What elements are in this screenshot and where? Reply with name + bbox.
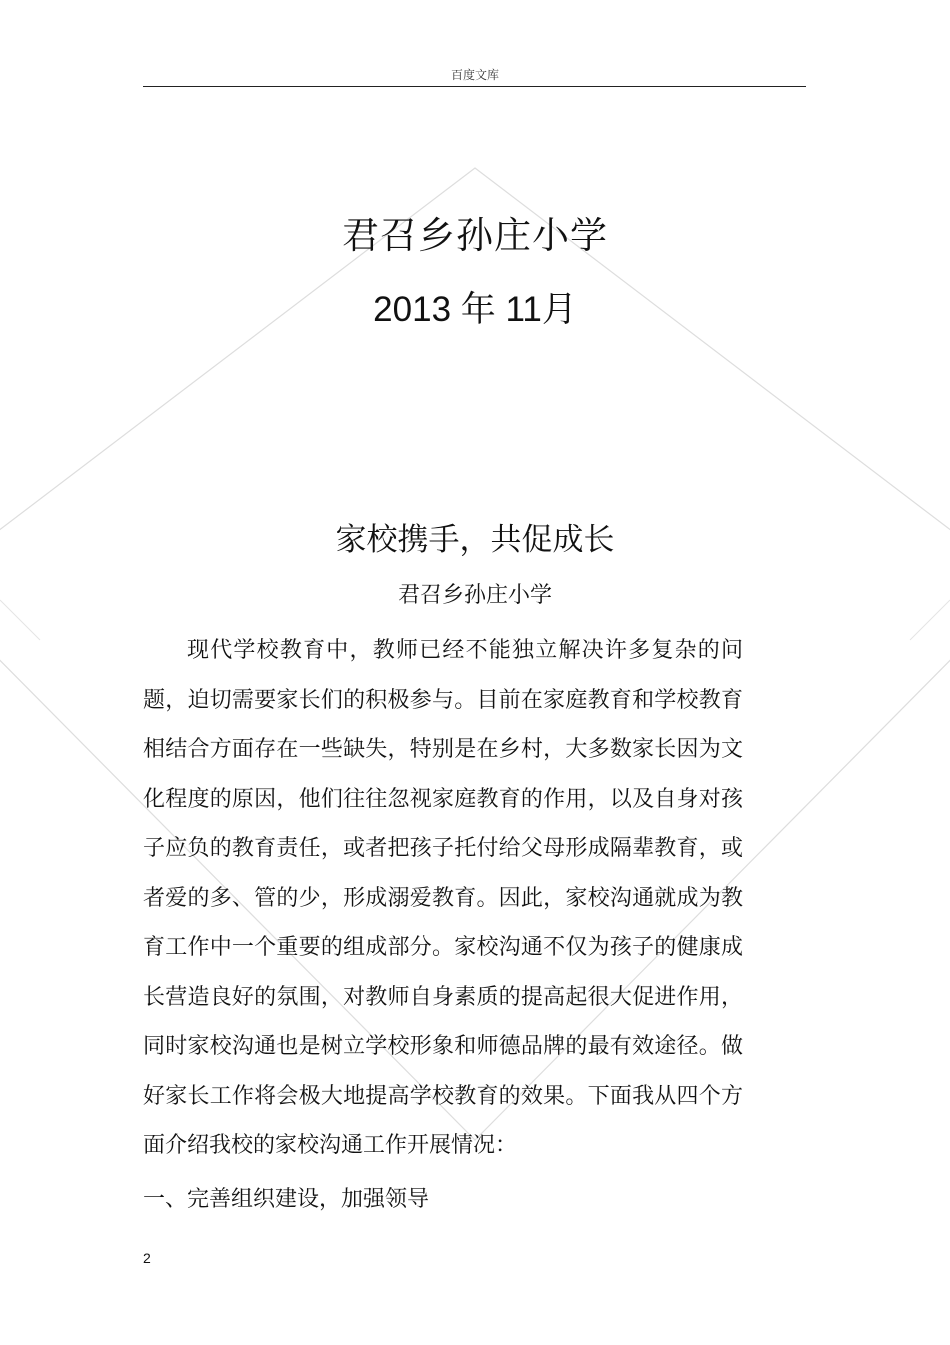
article-paragraph: 现代学校教育中，教师已经不能独立解决许多复杂的问题，迫切需要家长们的积极参与。目前在家庭教育和学校教育相结合方面存在一些缺失，特别是在乡村，大多数家长因为文化程度的原因，他们往往忽视家庭教育的作用，以及自身对孩子应负的教育责任，或者把孩子托付给父母形成隔辈教育，或者爱的多、管的少，形成溺爱教育。因此，家校沟通就成为教育工作中一个重要的组成部分。家校沟通不仅为孩子的健康成长营造良好的氛围，对教师自身素质的提高起很大促进作用，同时家校沟通也是树立学校形象和师德品牌的最有效途径。做好家长工作将会极大地提高学校教育的效果。下面我从四个方面介绍我校的家校沟通工作开展情况：: [143, 638, 743, 1158]
cover-date: 2013 年 11月: [373, 290, 577, 329]
article-title: 家校携手，共促成长: [335, 522, 615, 558]
article-author: 君召乡孙庄小学: [397, 583, 552, 608]
cover-school-name: 君召乡孙庄小学: [342, 214, 608, 257]
header-divider: [143, 86, 806, 87]
header-site-name: 百度文库: [450, 68, 499, 82]
page-number: 2: [143, 1250, 151, 1266]
section-heading-1: 一、完善组织建设，加强领导: [143, 1187, 430, 1212]
